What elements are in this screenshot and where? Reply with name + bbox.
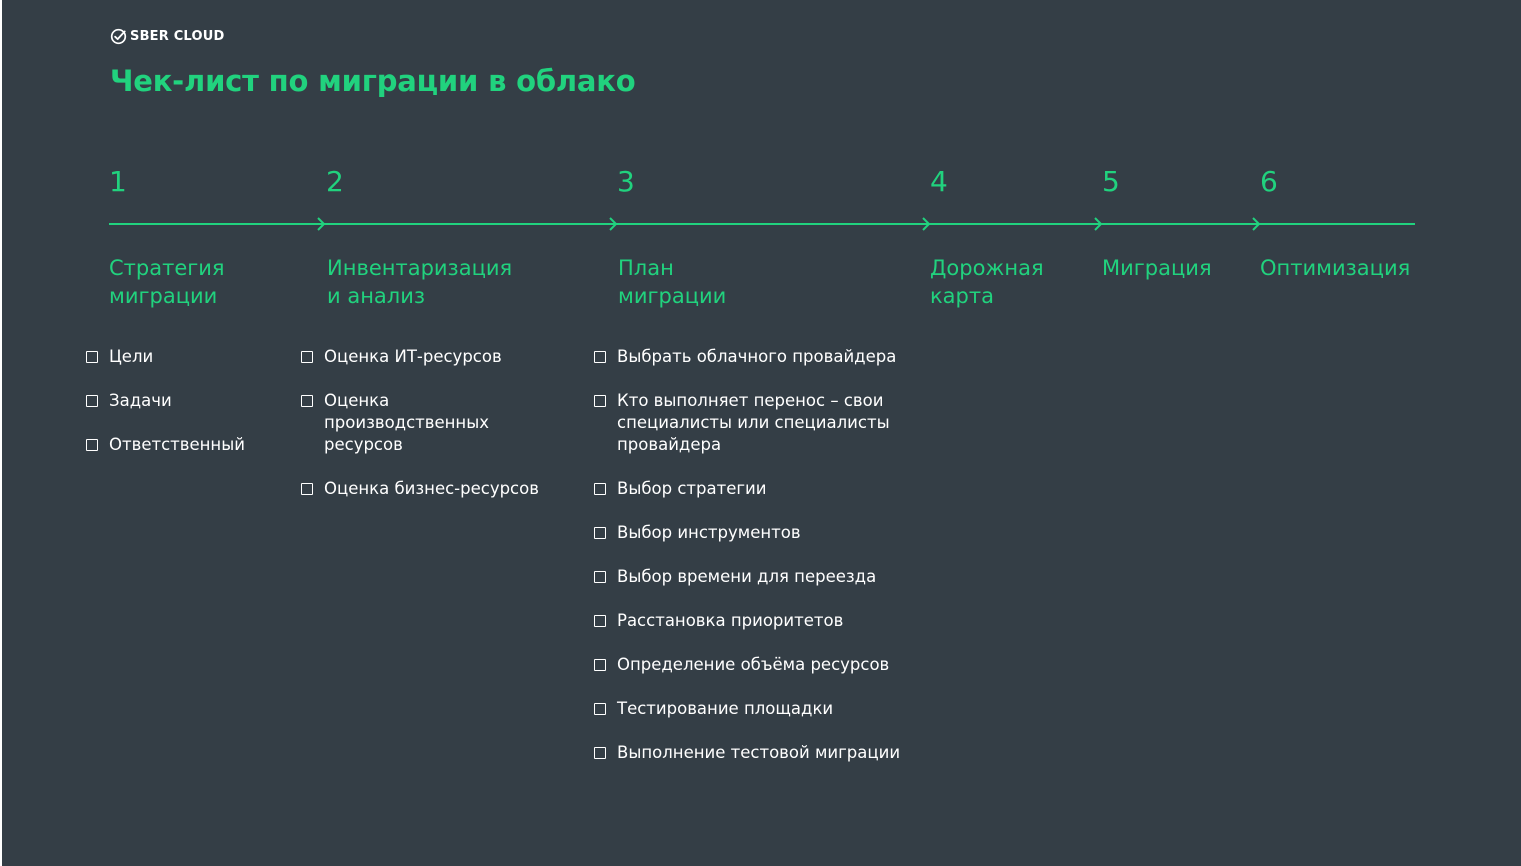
checkbox-icon[interactable] bbox=[594, 571, 606, 583]
timeline-arrow-1 bbox=[318, 218, 324, 230]
page-title: Чек-лист по миграции в облако bbox=[110, 64, 636, 98]
checkbox-icon[interactable] bbox=[594, 351, 606, 363]
checklist-item[interactable] bbox=[594, 654, 900, 676]
brand-logo bbox=[110, 27, 224, 45]
checkbox-icon[interactable] bbox=[301, 483, 313, 495]
step-1-checklist bbox=[86, 346, 245, 478]
checklist-item[interactable] bbox=[594, 478, 900, 500]
step-2-checklist bbox=[301, 346, 539, 522]
checklist-item-label: Расстановка приоритетов bbox=[617, 611, 844, 630]
checklist-item[interactable] bbox=[301, 478, 539, 500]
step-2-title: Инвентаризация и анализ bbox=[327, 256, 513, 308]
checkbox-icon[interactable] bbox=[594, 659, 606, 671]
checklist-item-label: Выбор инструментов bbox=[617, 523, 801, 542]
checkbox-icon[interactable] bbox=[86, 351, 98, 363]
checklist-item[interactable] bbox=[594, 346, 900, 368]
checklist-item[interactable] bbox=[594, 522, 900, 544]
step-1-title: Стратегия миграции bbox=[109, 256, 225, 308]
checkbox-icon[interactable] bbox=[594, 703, 606, 715]
checkbox-icon[interactable] bbox=[86, 439, 98, 451]
timeline-arrow-4 bbox=[1095, 218, 1101, 230]
checklist-item[interactable] bbox=[86, 434, 245, 456]
step-2-number: 2 bbox=[326, 165, 344, 198]
checklist-item-label: Выбор времени для переезда bbox=[617, 567, 877, 586]
step-4-title: Дорожная карта bbox=[930, 256, 1044, 308]
checklist-item[interactable] bbox=[594, 566, 900, 588]
checklist-item-label: Кто выполняет перенос – свои специалисты или специалисты провайдера bbox=[617, 391, 890, 454]
checklist-item[interactable] bbox=[594, 390, 900, 456]
checklist-item[interactable] bbox=[594, 610, 900, 632]
checklist-item-label: Оценка бизнес-ресурсов bbox=[324, 479, 539, 498]
checklist-item-label: Определение объёма ресурсов bbox=[617, 655, 890, 674]
checkbox-icon[interactable] bbox=[594, 483, 606, 495]
step-4-number: 4 bbox=[930, 165, 948, 198]
checkbox-icon[interactable] bbox=[86, 395, 98, 407]
checkbox-icon[interactable] bbox=[594, 395, 606, 407]
step-5-title: Миграция bbox=[1102, 256, 1212, 280]
checkbox-icon[interactable] bbox=[594, 615, 606, 627]
checkbox-icon[interactable] bbox=[301, 351, 313, 363]
checkbox-icon[interactable] bbox=[301, 395, 313, 407]
slide bbox=[2, 0, 1521, 866]
step-6-number: 6 bbox=[1260, 165, 1278, 198]
step-3-checklist bbox=[594, 346, 900, 786]
checkbox-icon[interactable] bbox=[594, 527, 606, 539]
checklist-item[interactable] bbox=[594, 698, 900, 720]
step-5-number: 5 bbox=[1102, 165, 1120, 198]
checklist-item-label: Оценка ИТ-ресурсов bbox=[324, 347, 502, 366]
brand-name: SBER CLOUD bbox=[130, 28, 225, 44]
step-6-title: Оптимизация bbox=[1260, 256, 1411, 280]
step-3-title: План миграции bbox=[618, 256, 727, 308]
checklist-item-label: Выбор стратегии bbox=[617, 479, 767, 498]
checklist-item-label: Задачи bbox=[109, 391, 172, 410]
timeline-arrow-2 bbox=[610, 218, 616, 230]
checklist-item[interactable] bbox=[86, 390, 245, 412]
timeline-arrow-5 bbox=[1253, 218, 1259, 230]
checklist-item[interactable] bbox=[86, 346, 245, 368]
timeline-arrow-3 bbox=[923, 218, 929, 230]
checklist-item[interactable] bbox=[301, 390, 539, 456]
checklist-item-label: Оценка производственных ресурсов bbox=[324, 391, 490, 454]
sber-check-icon bbox=[110, 28, 127, 45]
checklist-item-label: Тестирование площадки bbox=[617, 699, 834, 718]
checklist-item-label: Цели bbox=[109, 347, 154, 366]
step-3-number: 3 bbox=[617, 165, 635, 198]
checkbox-icon[interactable] bbox=[594, 747, 606, 759]
step-1-number: 1 bbox=[109, 165, 127, 198]
checklist-item-label: Выбрать облачного провайдера bbox=[617, 347, 897, 366]
checklist-item-label: Выполнение тестовой миграции bbox=[617, 743, 901, 762]
checklist-item[interactable] bbox=[594, 742, 900, 764]
checklist-item-label: Ответственный bbox=[109, 435, 245, 454]
checklist-item[interactable] bbox=[301, 346, 539, 368]
